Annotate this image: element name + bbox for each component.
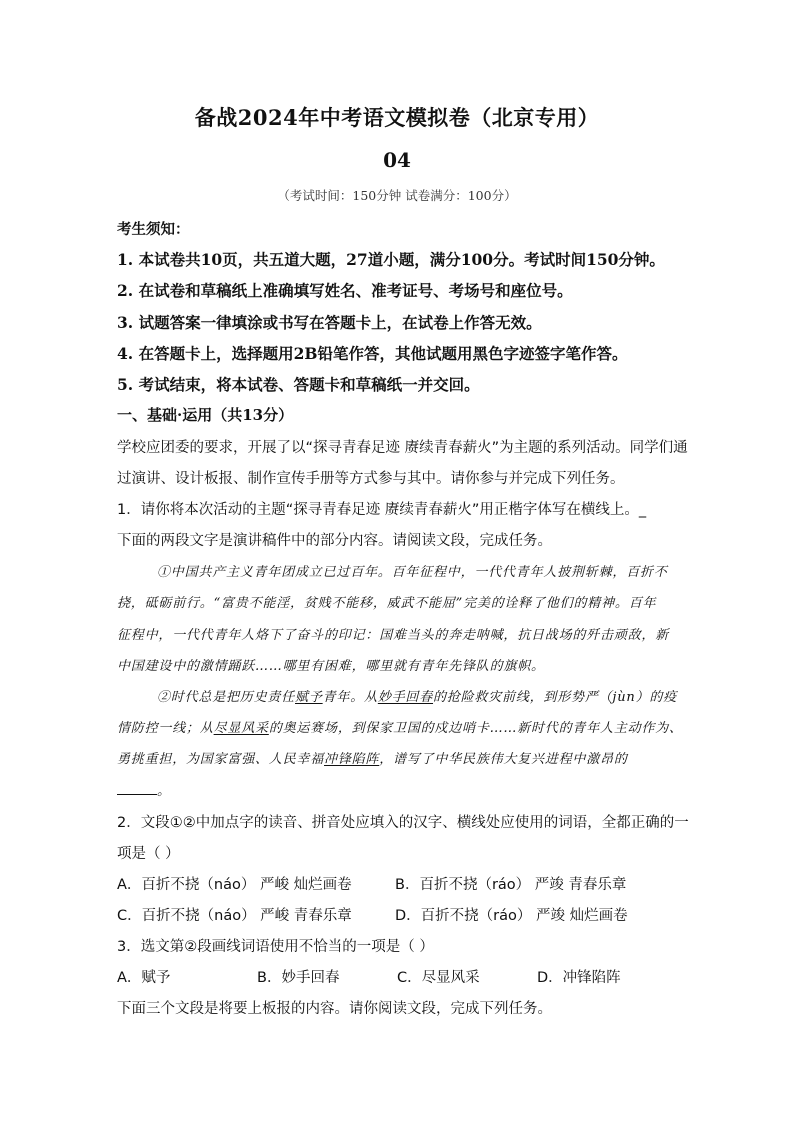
question-2-line-1: 2．文段①②中加点字的读音、拼音处应填入的汉字、横线处应使用的词语，全都正确的一 (117, 815, 689, 831)
passage-2-text: 勇挑重担，为国家富强、人民幸福 (117, 752, 325, 767)
passage-1-line-1: ①中国共产主义青年团成立已过百年。百年征程中，一代代青年人披荆斩棘，百折不 (157, 565, 668, 580)
underlined-word-jinxian: 尽显风采 (213, 721, 269, 736)
notice-item-1: 1. 本试卷共10页，共五道大题，27道小题，满分100分。考试时间150分钟。 (117, 250, 665, 269)
underlined-word-chongfeng: 冲锋陷阵 (324, 752, 380, 767)
underlined-word-fuyu: 赋予 (295, 690, 323, 705)
section-heading: 一、基础·运用（共13分） (117, 406, 294, 424)
passage-2-line-3 (117, 748, 628, 767)
passage-2-text: 的奥运赛场，到保家卫国的戍边哨卡……新时代的青年人主动作为、 (268, 721, 683, 736)
passage-1-line-2: 挠，砥砺前行。“富贵不能淫，贫贱不能移，威武不能屈”完美的诠释了他们的精神。百年 (117, 596, 657, 611)
question-3: 3．选文第②段画线词语使用不恰当的一项是（ ） (117, 939, 434, 955)
passage-2-text: 青年。从 (322, 690, 378, 705)
passage-2-line-1 (157, 686, 677, 705)
answer-blank (117, 782, 157, 795)
passage-2-text: 的抢险救灾前线，到形势严（jùn）的疫 (433, 690, 678, 705)
board-lead: 下面三个文段是将要上板报的内容。请你阅读文段，完成下列任务。 (117, 1001, 552, 1017)
notice-item-4: 4. 在答题卡上，选择题用2B铅笔作答，其他试题用黑色字迹签字笔作答。 (117, 344, 628, 363)
passage-1-line-3: 征程中，一代代青年人烙下了奋斗的印记：国难当头的奔走呐喊，抗日战场的歼击顽敌，新 (117, 628, 670, 643)
q2-option-b: B．百折不挠（ráo） 严竣 青春乐章 (395, 877, 627, 893)
passage-2-line-4 (117, 780, 171, 799)
paper-number: 04 (383, 148, 411, 172)
q3-option-a: A．赋予 (117, 970, 171, 986)
passage-2-line-2 (117, 717, 683, 736)
q3-option-c: C．尽显风采 (397, 970, 480, 986)
passage-2-text: 。 (157, 784, 171, 799)
passage-lead: 下面的两段文字是演讲稿件中的部分内容。请阅读文段，完成任务。 (117, 533, 552, 549)
question-2-line-2: 项是（ ） (117, 846, 180, 862)
page-title: 备战2024年中考语文模拟卷（北京专用） (194, 105, 600, 130)
q3-option-b: B．妙手回春 (257, 970, 340, 986)
passage-2-text: ，谱写了中华民族伟大复兴进程中激昂的 (379, 752, 628, 767)
question-1: 1．请你将本次活动的主题“探寻青春足迹 赓续青春薪火”用正楷字体写在横线上。_ (117, 502, 647, 518)
notice-heading: 考生须知： (117, 221, 190, 238)
exam-info: （考试时间：150分钟 试卷满分：100分） (277, 188, 517, 203)
q3-option-d: D．冲锋陷阵 (537, 970, 621, 986)
passage-2-text: ②时代总是把历史责任 (157, 690, 296, 705)
notice-item-3: 3. 试题答案一律填涂或书写在答题卡上，在试卷上作答无效。 (117, 313, 542, 332)
q2-option-c: C．百折不挠（náo） 严峻 青春乐章 (117, 908, 352, 924)
passage-2-text: 情防控一线；从 (117, 721, 214, 736)
passage-1-line-4: 中国建设中的激情踊跃……哪里有困难，哪里就有青年先锋队的旗帜。 (117, 659, 545, 674)
underlined-word-miaoshou: 妙手回春 (377, 690, 434, 705)
section-intro-line-2: 过演讲、设计板报、制作宣传手册等方式参与其中。请你参与并完成下列任务。 (117, 471, 625, 487)
q2-option-a: A．百折不挠（náo） 严峻 灿烂画卷 (117, 877, 352, 893)
notice-item-2: 2. 在试卷和草稿纸上准确填写姓名、准考证号、考场号和座位号。 (117, 281, 573, 300)
section-intro-line-1: 学校应团委的要求，开展了以“探寻青春足迹 赓续青春薪火”为主题的系列活动。同学们通 (117, 440, 688, 456)
q2-option-d: D．百折不挠（ráo） 严竣 灿烂画卷 (395, 908, 628, 924)
notice-item-5: 5. 考试结束，将本试卷、答题卡和草稿纸一并交回。 (117, 375, 480, 394)
